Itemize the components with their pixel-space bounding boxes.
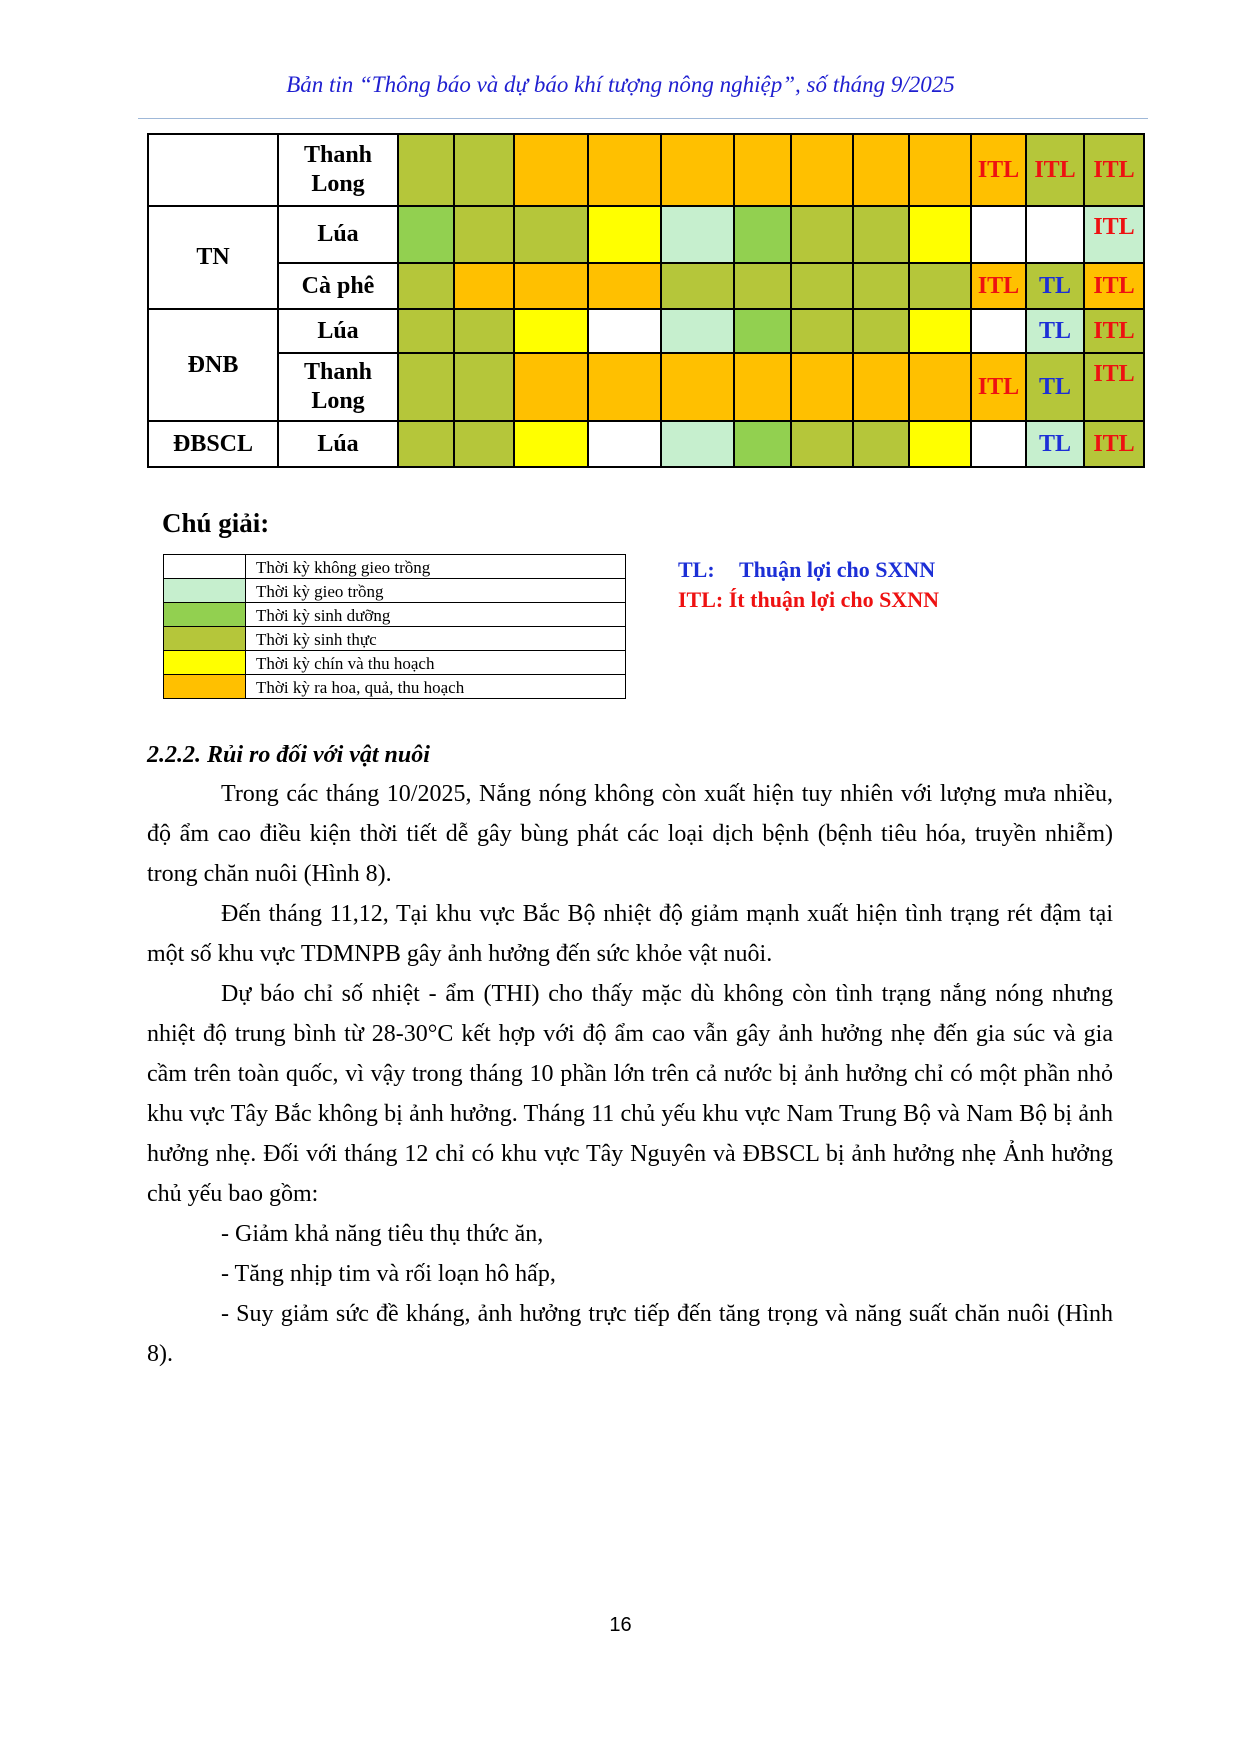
stage-cell-sow: TL	[1026, 421, 1084, 467]
stage-cell-rep	[398, 134, 454, 206]
stage-cell-flw	[588, 353, 661, 421]
stage-cell-rep	[853, 206, 909, 263]
stage-cell-rep	[853, 263, 909, 309]
stage-cell-rep: ITL	[1026, 134, 1084, 206]
stage-cell-rep	[454, 309, 514, 353]
paragraph: Trong các tháng 10/2025, Nắng nóng không còn xuất hiện tuy nhiên với lượng mưa nhiều, độ ẩm cao điều kiện thời tiết dễ gây bùng phát các loại dịch bệnh (bệnh tiêu hóa, truyền nhiễm) trong chăn nuôi (Hình 8).	[147, 781, 1113, 887]
legend-swatch	[164, 627, 246, 651]
legend-swatch	[164, 579, 246, 603]
legend-title: Chú giải:	[162, 508, 270, 538]
legend-label: Thời kỳ chín và thu hoạch	[246, 651, 626, 675]
stage-cell-rep: ITL	[1084, 353, 1144, 421]
stage-cell-none	[971, 421, 1026, 467]
stage-cell-flw: ITL	[971, 353, 1026, 421]
stage-cell-sow: ITL	[1084, 206, 1144, 263]
stage-cell-rep: TL	[1026, 353, 1084, 421]
paragraph: Dự báo chỉ số nhiệt - ẩm (THI) cho thấy mặc dù không còn tình trạng nắng nóng nhưng nhiệt độ trung bình từ 28-30°C kết hợp với độ ẩm cao vẫn gây ảnh hưởng nhẹ đến gia súc và gia cầm trên toàn quốc, vì vậy trong tháng 10 phần lớn trên cả nước bị ảnh hưởng chỉ có một phần nhỏ khu vực Tây Bắc không bị ảnh hưởng. Tháng 11 chủ yếu khu vực Nam Trung Bộ và Nam Bộ bị ảnh hưởng nhẹ. Đối với tháng 12 chỉ có khu vực Tây Nguyên và ĐBSCL bị ảnh hưởng nhẹ Ảnh hưởng chủ yếu bao gồm:	[147, 981, 1113, 1207]
stage-cell-flw	[588, 263, 661, 309]
abbreviation-text: Thuận lợi cho SXNN	[739, 557, 936, 582]
stage-cell-rep	[791, 309, 853, 353]
stage-cell-rip	[909, 421, 971, 467]
bullet-item: - Suy giảm sức đề kháng, ảnh hưởng trực tiếp đến tăng trọng và năng suất chăn nuôi (Hình 8).	[147, 1301, 1113, 1367]
stage-cell-rep	[791, 206, 853, 263]
crop-cell: Lúa	[278, 421, 398, 467]
legend-item	[164, 555, 626, 579]
stage-cell-flw	[454, 263, 514, 309]
stage-cell-rep	[454, 206, 514, 263]
stage-cell-sow	[661, 206, 734, 263]
stage-cell-veg	[734, 309, 791, 353]
legend-label: Thời kỳ ra hoa, quả, thu hoạch	[246, 675, 626, 699]
crop-cell: Lúa	[278, 309, 398, 353]
stage-cell-flw: ITL	[971, 263, 1026, 309]
stage-cell-rip	[514, 309, 588, 353]
stage-cell-flw	[791, 353, 853, 421]
stage-cell-rep	[398, 421, 454, 467]
legend-swatch	[164, 603, 246, 627]
stage-cell-rip	[909, 309, 971, 353]
stage-cell-flw	[514, 263, 588, 309]
stage-cell-rep	[514, 206, 588, 263]
stage-cell-rep	[398, 309, 454, 353]
stage-cell-rip	[588, 206, 661, 263]
stage-cell-veg	[734, 421, 791, 467]
legend-label: Thời kỳ gieo trồng	[246, 579, 626, 603]
stage-cell-flw	[514, 134, 588, 206]
bulletin-header: Bản tin “Thông báo và dự báo khí tượng nông nghiệp”, số tháng 9/2025	[286, 72, 955, 97]
legend-table	[163, 554, 626, 699]
section-heading: 2.2.2. Rủi ro đối với vật nuôi	[147, 742, 430, 768]
stage-cell-rep	[454, 353, 514, 421]
stage-cell-rep	[661, 263, 734, 309]
stage-cell-rep	[791, 263, 853, 309]
stage-cell-rep	[398, 353, 454, 421]
stage-cell-flw	[909, 134, 971, 206]
calendar-row	[148, 206, 1144, 263]
stage-cell-none	[971, 309, 1026, 353]
bullet-item: - Giảm khả năng tiêu thụ thức ăn,	[221, 1221, 544, 1247]
legend-swatch	[164, 675, 246, 699]
paragraph: Đến tháng 11,12, Tại khu vực Bắc Bộ nhiệt độ giảm mạnh xuất hiện tình trạng rét đậm tại một số khu vực TDMNPB gây ảnh hưởng đến sức khỏe vật nuôi.	[147, 901, 1113, 967]
stage-cell-flw	[791, 134, 853, 206]
stage-cell-veg	[734, 206, 791, 263]
legend-item	[164, 651, 626, 675]
header-divider	[138, 118, 1148, 119]
stage-cell-flw: ITL	[971, 134, 1026, 206]
stage-cell-flw	[853, 353, 909, 421]
stage-cell-sow	[661, 421, 734, 467]
stage-cell-sow: TL	[1026, 309, 1084, 353]
stage-cell-rep: ITL	[1084, 309, 1144, 353]
stage-cell-flw	[514, 353, 588, 421]
region-cell: TN	[148, 206, 278, 309]
calendar-row	[148, 134, 1144, 206]
stage-cell-rip	[909, 206, 971, 263]
stage-cell-rep	[791, 421, 853, 467]
region-cell	[148, 134, 278, 206]
legend-item	[164, 603, 626, 627]
legend-label: Thời kỳ không gieo trồng	[246, 555, 626, 579]
stage-cell-rep: TL	[1026, 263, 1084, 309]
stage-cell-rep	[398, 263, 454, 309]
legend-label: Thời kỳ sinh dưỡng	[246, 603, 626, 627]
region-cell: ĐNB	[148, 309, 278, 421]
stage-cell-rep	[454, 134, 514, 206]
bullet-item: - Tăng nhịp tim và rối loạn hô hấp,	[221, 1261, 556, 1287]
stage-cell-flw	[909, 353, 971, 421]
stage-cell-flw: ITL	[1084, 263, 1144, 309]
stage-cell-flw	[661, 134, 734, 206]
stage-cell-rep: ITL	[1084, 134, 1144, 206]
stage-cell-none	[588, 309, 661, 353]
legend-item	[164, 675, 626, 699]
legend-swatch	[164, 555, 246, 579]
abbreviation-itl	[678, 587, 939, 613]
calendar-row	[148, 263, 1144, 309]
stage-cell-none	[1026, 206, 1084, 263]
region-cell: ĐBSCL	[148, 421, 278, 467]
stage-cell-veg	[398, 206, 454, 263]
stage-cell-sow	[661, 309, 734, 353]
abbreviation-key: TL:	[678, 557, 715, 582]
crop-cell: Thanh Long	[278, 353, 398, 421]
calendar-row	[148, 309, 1144, 353]
stage-cell-none	[971, 206, 1026, 263]
stage-cell-rep	[909, 263, 971, 309]
calendar-row	[148, 353, 1144, 421]
legend-swatch	[164, 651, 246, 675]
stage-cell-flw	[734, 353, 791, 421]
legend-item	[164, 579, 626, 603]
calendar-row	[148, 421, 1144, 467]
crop-cell: Lúa	[278, 206, 398, 263]
stage-cell-flw	[734, 134, 791, 206]
stage-cell-rep	[853, 421, 909, 467]
crop-calendar-table	[147, 133, 1145, 468]
stage-cell-rep	[454, 421, 514, 467]
stage-cell-rep	[853, 309, 909, 353]
crop-cell: Thanh Long	[278, 134, 398, 206]
abbreviation-key: ITL:	[678, 587, 724, 612]
abbreviation-text: Ít thuận lợi cho SXNN	[728, 587, 939, 612]
section-body	[147, 774, 1113, 1374]
stage-cell-rep: ITL	[1084, 421, 1144, 467]
page-number: 16	[609, 1614, 632, 1636]
stage-cell-rep	[734, 263, 791, 309]
stage-cell-flw	[588, 134, 661, 206]
legend-item	[164, 627, 626, 651]
legend-label: Thời kỳ sinh thực	[246, 627, 626, 651]
abbreviation-tl	[678, 557, 935, 583]
stage-cell-rip	[514, 421, 588, 467]
stage-cell-flw	[853, 134, 909, 206]
stage-cell-flw	[661, 353, 734, 421]
stage-cell-none	[588, 421, 661, 467]
crop-cell: Cà phê	[278, 263, 398, 309]
